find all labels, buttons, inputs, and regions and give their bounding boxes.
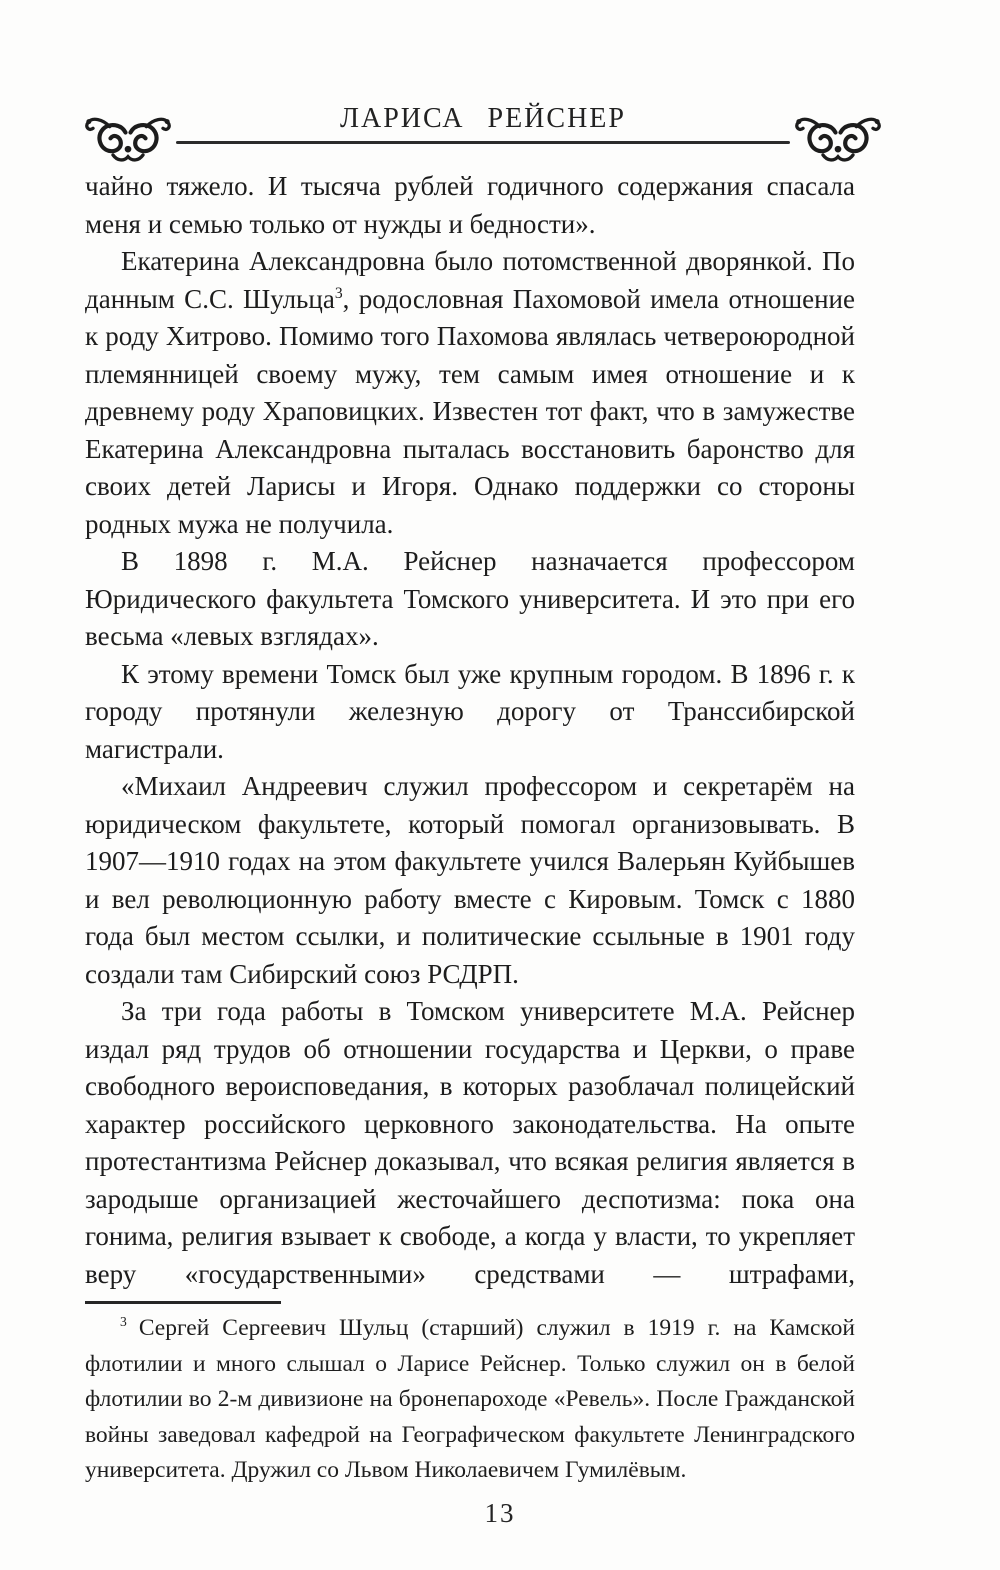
header-ornament-right-icon [788,115,888,165]
paragraph-4: К этому времени Томск был уже крупным городом. В 1896 г. к городу протянули железную дорогу от Транссибирской магистрали. [85,658,855,764]
footnote-text: Сергей Сергеевич Шульц (старший) служил в 1919 г. на Камской флотилии и много слышал о Ларисе Рейснер. Только служил он в белой флотилии во 2-м дивизионе на бронепароходе «Ревель». После Гражданской войны заведовал кафедрой на Географическом факультете Ленинградского университета. Дружил со Львом Николаевичем Гумилёвым. [85,1315,855,1483]
footnote-divider [85,1301,281,1304]
footnote-section [85,1301,855,1489]
page-header [78,100,888,164]
header-rule [176,141,790,144]
footnote-reference: 3 [334,284,343,302]
running-header-title: ЛАРИСА РЕЙСНЕР [340,103,626,134]
page-body [85,168,855,1293]
paragraph-6: За три года работы в Томском университете М.А. Рейснер издал ряд трудов об отношении государства и Церкви, о праве свободного вероисповедания, в которых разоблачал полицейский характер российского церковного законодательства. На опыте протестантизма Рейснер доказывал, что всякая религия является в зародыше организацией жесточайшего деспотизма: пока она гонима, религия взывает к свободе, а когда у власти, то укрепляет веру «государственными» средствами — штрафами, [85,996,855,1289]
footnote-marker: 3 [120,1314,127,1330]
paragraph-5: «Михаил Андреевич служил профессором и секретарём на юридическом факультете, который помогал организовывать. В 1907—1910 годах на этом факультете учился Валерьян Куйбышев и вел революционную работу вместе с Кировым. Томск с 1880 года был местом ссылки, и политические ссыльные в 1901 году создали там Сибирский союз РСДРП. [85,771,855,989]
paragraph-3: В 1898 г. М.А. Рейснер назначается профессором Юридического факультета Томского университета. И это при его весьма «левых взглядах». [85,546,855,651]
paragraph-2 [85,243,855,543]
page-number: 13 [484,1497,516,1528]
paragraph-1: чайно тяжело. И тысяча рублей годичного содержания спасала меня и семью только от нужды и бедности». [85,171,855,239]
paragraph-2-text-after: , родословная Пахомовой имела отношение к роду Хитрово. Помимо того Пахомова являлась четвероюродной племянницей своему мужу, тем самым имея отношение и к древнему роду Храповицких. Известен тот факт, что в замужестве Екатерина Александровна пыталась восстановить баронство для своих детей Ларисы и Игоря. Однако поддержки со стороны родных мужа не получила. [85,283,855,539]
footnote [85,1311,855,1489]
paragraph-2-text-before: Екатерина Александровна было потомственной дворянкой. По данным С.С. Шульца [85,246,855,314]
